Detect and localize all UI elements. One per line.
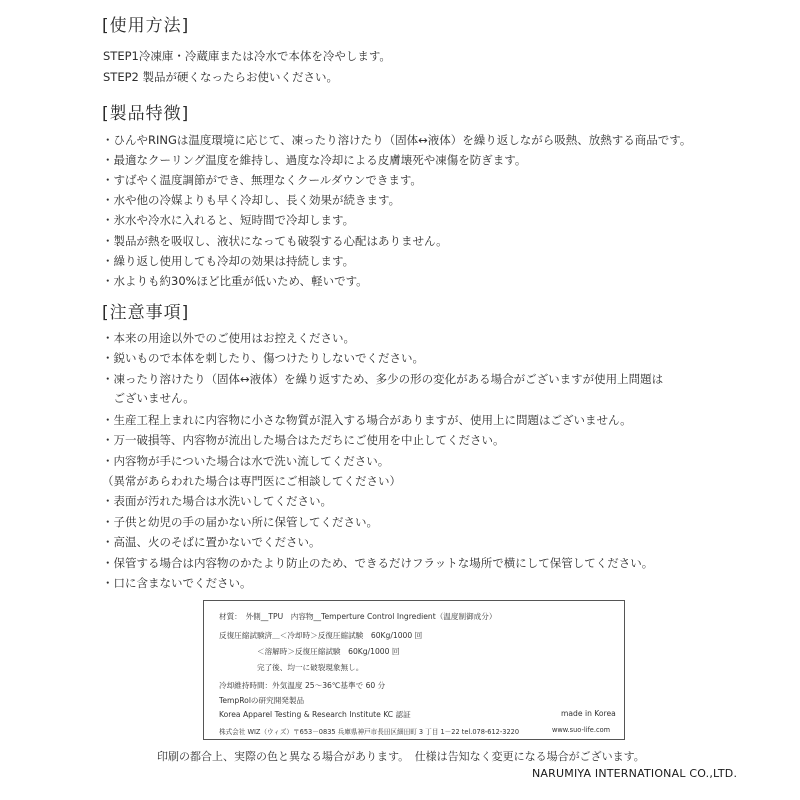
feature-item: ・ひんやRINGは温度環境に応じて、凍ったり溶けたり（固体↔液体）を繰り返しながら吸熱、放熱する商品です。 [102,133,692,147]
caution-item: （異常があらわれた場合は専門医にご相談してください） [102,474,401,488]
feature-item: ・繰り返し使用しても冷却の効果は持続します。 [102,254,355,268]
research-line: TempRolの研究開発製品 [219,696,305,705]
institute-line: Korea Apparel Testing & Research Institute KC 認証 [219,710,411,719]
cooling-time-line: 冷却維持時間：外気温度 25～36℃基準で 60 分 [219,681,386,690]
test-line-3: 完了後、均一に破裂現象無し。 [257,663,364,672]
test-line-2: ＜溶解時＞反復圧縮試験 60Kg/1000 回 [257,647,400,656]
company-name: NARUMIYA INTERNATIONAL CO.,LTD. [532,767,738,780]
feature-item: ・氷水や冷水に入れると、短時間で冷却します。 [102,213,355,227]
made-in-label: made in Korea [561,709,616,718]
company-info-line: 株式会社 WIZ（ウィズ）〒653－0835 兵庫県神戸市長田区細田町 3 丁目 1－22 tel.078-612-3220 [219,728,520,736]
caution-item: ・生産工程上まれに内容物に小さな物質が混入する場合がありますが、使用上に問題はございません。 [102,413,632,427]
caution-item: ・万一破損等、内容物が流出した場合はただちにご使用を中止してください。 [102,433,505,447]
test-line-1: 反復圧縮試験済＿＜冷却時＞反復圧縮試験 60Kg/1000 回 [219,631,423,640]
material-line: 材質： 外側__TPU 内容物__Temperture Control Ingredient（温度制御成分） [219,612,497,621]
caution-item: ・表面が汚れた場合は水洗いしてください。 [102,494,332,508]
spec-box [203,600,625,740]
usage-heading: [使用方法] [102,16,190,36]
website-link[interactable]: www.suo-life.com [552,726,611,734]
caution-item: ・内容物が手についた場合は水で洗い流してください。 [102,454,390,468]
caution-item: ございません。 [102,391,195,405]
feature-item: ・最適なクーリング温度を維持し、過度な冷却による皮膚壊死や凍傷を防ぎます。 [102,153,527,167]
caution-item: ・凍ったり溶けたり（固体↔液体）を繰り返すため、多少の形の変化がある場合がございますが使用上問題は [102,372,664,386]
caution-item: ・鋭いもので本体を刺したり、傷つけたりしないでください。 [102,351,424,365]
feature-item: ・製品が熱を吸収し、液状になっても破裂する心配はありません。 [102,234,448,248]
feature-item: ・すばやく温度調節ができ、無理なくクールダウンできます。 [102,173,422,187]
print-disclaimer: 印刷の都合上、実際の色と異なる場合があります。 仕様は告知なく変更になる場合がございます。 [157,750,645,763]
caution-item: ・子供と幼児の手の届かない所に保管してください。 [102,515,378,529]
caution-item: ・本来の用途以外でのご使用はお控えください。 [102,331,355,345]
usage-step-2: STEP2 製品が硬くなったらお使いください。 [103,70,338,84]
caution-item: ・口に含まないでください。 [102,576,252,590]
caution-item: ・保管する場合は内容物のかたより防止のため、できるだけフラットな場所で横にして保管してください。 [102,556,654,570]
cautions-heading: [注意事項] [102,303,190,323]
features-heading: [製品特徴] [102,104,190,124]
feature-item: ・水よりも約30%ほど比重が低いため、軽いです。 [102,274,368,288]
caution-item: ・高温、火のそばに置かないでください。 [102,535,321,549]
usage-step-1: STEP1冷凍庫・冷蔵庫または冷水で本体を冷やします。 [103,49,391,63]
feature-item: ・水や他の冷媒よりも早く冷却し、長く効果が続きます。 [102,193,401,207]
